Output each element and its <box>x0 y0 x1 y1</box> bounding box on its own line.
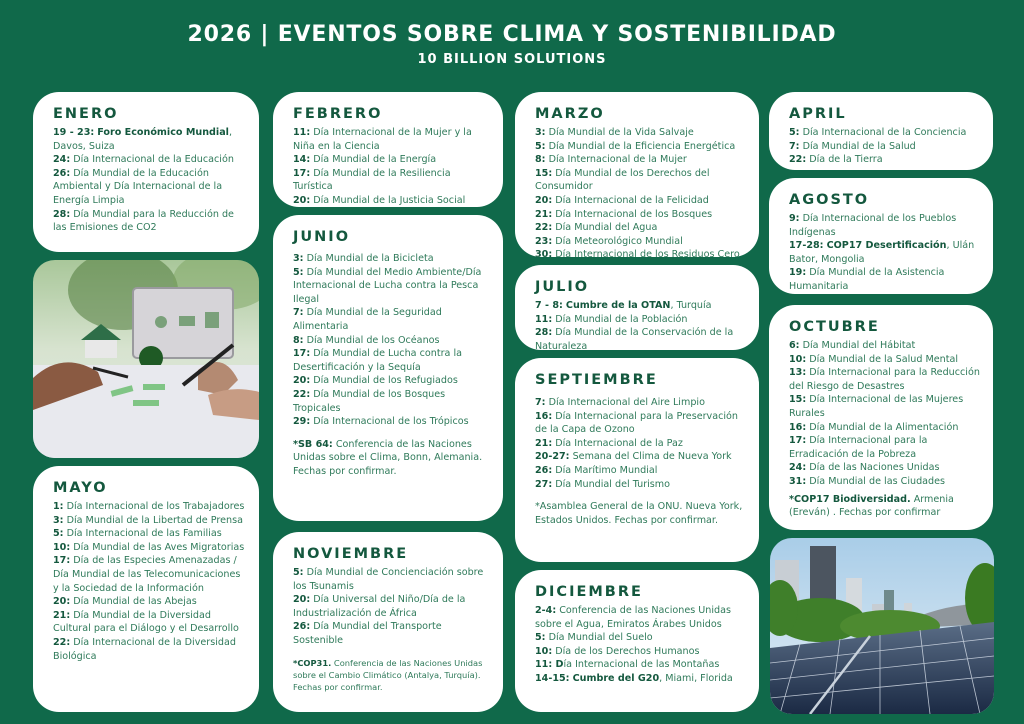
event-date: 28: <box>53 208 71 220</box>
event-item <box>53 126 247 153</box>
month-card-marzo <box>515 92 759 257</box>
event-text: Día Mundial de la Salud Mental <box>806 353 959 365</box>
event-date: 20: <box>535 194 553 206</box>
event-item <box>53 500 247 514</box>
event-date: 16: <box>789 421 807 433</box>
event-item <box>53 554 247 595</box>
event-text: Conferencia de las Naciones Unidas sobre el Agua, Emiratos Árabes Unidos <box>535 605 732 630</box>
event-text: Día Mundial de los Bosques Tropicales <box>293 388 446 414</box>
event-item <box>535 478 747 492</box>
event-text: Día Mundial de la Diversidad Cultural para el Diálogo y el Desarrollo <box>53 609 239 635</box>
event-text: Día Mundial de las Abejas <box>70 596 197 608</box>
note-text: Armenia (Ereván) . Fechas por confirmar <box>789 493 954 519</box>
month-title: FEBRERO <box>293 106 383 122</box>
event-item <box>293 388 491 415</box>
event-date: 19 - 23: <box>53 127 95 138</box>
event-text: Día Mundial del Transporte Sostenible <box>293 621 442 646</box>
event-date: 10: <box>53 541 71 553</box>
event-text: , Miami, Florida <box>659 672 733 684</box>
event-item <box>535 167 747 194</box>
event-date: 3: <box>53 514 64 526</box>
event-date: 5: <box>535 632 546 644</box>
event-date: 17: <box>293 348 311 360</box>
event-date: 24: <box>789 462 807 474</box>
event-item <box>293 334 491 348</box>
event-date: 22: <box>789 154 807 166</box>
event-date: 26: <box>535 464 553 476</box>
event-item <box>53 153 247 167</box>
event-text: Día Mundial del Turismo <box>552 478 671 490</box>
event-date: 26: <box>293 621 311 633</box>
event-highlight: Foro Económico Mundial <box>97 127 229 138</box>
event-date: 20: <box>293 194 311 206</box>
event-text: Día Mundial de la Libertad de Prensa <box>63 514 243 526</box>
event-date: 21: <box>535 437 553 449</box>
event-text: Día Mundial del Suelo <box>545 632 653 644</box>
event-item <box>535 645 747 659</box>
month-title: JULIO <box>535 279 590 295</box>
page-title: 2026 | EVENTOS SOBRE CLIMA Y SOSTENIBILIDAD <box>187 22 837 47</box>
event-list <box>535 604 747 686</box>
event-item <box>535 221 747 235</box>
event-text: Día Mundial del Hábitat <box>799 340 916 351</box>
note-text: *Asamblea General de la ONU. Nueva York, Estados Unidos. Fechas por confirmar. <box>535 501 743 526</box>
event-text: Día Mundial de los Derechos del Consumidor <box>535 167 710 193</box>
event-date: 1: <box>53 501 64 512</box>
event-date: 15: <box>789 394 807 406</box>
event-item <box>789 461 981 475</box>
month-card-febrero <box>273 92 503 207</box>
event-item <box>535 437 747 451</box>
event-date: 24: <box>53 154 71 166</box>
event-text: Día Internacional de la Educación <box>70 154 234 166</box>
event-list <box>293 566 491 648</box>
month-card-octubre <box>769 305 993 530</box>
event-date: 8: <box>293 334 304 346</box>
event-text: Día Internacional de los Trópicos <box>310 416 469 428</box>
event-highlight: COP17 Desertificación <box>826 240 947 252</box>
event-item <box>293 153 491 167</box>
event-date: 28: <box>535 327 553 339</box>
event-item <box>293 347 491 374</box>
event-date: 14-15: <box>535 672 570 684</box>
event-text: Día Internacional de la Mujer <box>545 154 687 166</box>
month-card-diciembre <box>515 570 759 712</box>
event-date: 8: <box>535 154 546 166</box>
event-date: 7: <box>535 397 546 408</box>
event-date: 22: <box>293 388 311 400</box>
event-item <box>53 208 247 235</box>
event-item <box>53 595 247 609</box>
event-item <box>53 527 247 541</box>
event-item <box>789 126 981 140</box>
event-text: Día Mundial de la Eficiencia Energética <box>545 140 736 152</box>
event-date: 7 - 8: <box>535 300 563 311</box>
event-date: 17-28: <box>789 240 824 252</box>
event-text: Día de las Especies Amenazadas / Día Mundial de las Telecomunicaciones y la Sociedad de la Información <box>53 555 241 594</box>
event-date: 5: <box>535 140 546 152</box>
event-date: 19: <box>789 267 807 279</box>
event-date: 14: <box>293 154 311 166</box>
event-date: 10: <box>789 353 807 365</box>
event-date: 2-4: <box>535 605 557 616</box>
event-text: Día Internacional de los Residuos Cero <box>552 249 740 257</box>
event-date: 15: <box>535 167 553 179</box>
month-title: JUNIO <box>293 229 351 245</box>
event-date: 6: <box>789 340 800 351</box>
event-date: 3: <box>293 253 304 264</box>
event-item <box>789 266 981 293</box>
event-note <box>293 657 491 694</box>
event-date: 11: <box>293 127 311 138</box>
event-text: Día Mundial del Agua <box>552 222 658 234</box>
event-item <box>789 475 981 489</box>
event-item <box>293 566 491 593</box>
event-text: Día Internacional de la Paz <box>552 437 683 449</box>
event-date: 31: <box>789 475 807 487</box>
event-list <box>789 339 981 489</box>
event-item <box>789 366 981 393</box>
event-text: Día Mundial de Lucha contra la Desertificación y la Sequía <box>293 348 462 373</box>
event-text: Día Mundial de la Seguridad Alimentaria <box>293 307 442 332</box>
event-item <box>789 353 981 367</box>
event-item <box>535 450 747 464</box>
event-item <box>535 313 747 327</box>
month-card-julio <box>515 265 759 350</box>
month-card-mayo <box>33 466 259 712</box>
event-text: Día Mundial del Medio Ambiente/Día Internacional de Lucha contra la Pesca Ilegal <box>293 266 482 305</box>
event-item <box>293 620 491 647</box>
event-date: 23: <box>535 235 553 247</box>
event-text: Día Mundial de las Aves Migratorias <box>70 541 245 553</box>
event-item <box>535 658 747 672</box>
month-title: SEPTIEMBRE <box>535 372 658 388</box>
event-text: Día Mundial de la Alimentación <box>806 421 959 433</box>
event-item <box>789 339 981 353</box>
event-date: 5: <box>53 528 64 540</box>
event-item <box>789 421 981 435</box>
event-text: Día Mundial de la Energía <box>310 154 437 166</box>
event-note <box>293 438 491 479</box>
event-text: Día Mundial de la Salud <box>799 140 916 152</box>
month-card-april <box>769 92 993 170</box>
event-text: Día Mundial de los Océanos <box>303 334 440 346</box>
event-text: Día Internacional de las Familias <box>63 528 222 540</box>
event-item <box>293 593 491 620</box>
event-list <box>535 126 747 257</box>
month-card-junio <box>273 215 503 521</box>
month-title: AGOSTO <box>789 192 870 208</box>
event-date: 17: <box>293 167 311 179</box>
event-item <box>535 126 747 140</box>
event-text: , Turquía <box>670 300 712 311</box>
event-text: ía Internacional de las Montañas <box>563 659 720 671</box>
month-title: OCTUBRE <box>789 319 880 335</box>
event-text: Día Meteorológico Mundial <box>552 235 683 247</box>
event-date: 3: <box>535 127 546 138</box>
event-text: Día Internacional para la Preservación de la Capa de Ozono <box>535 410 738 436</box>
event-item <box>789 140 981 154</box>
month-card-enero <box>33 92 259 252</box>
event-text: Día Universal del Niño/Día de la Industrialización de África <box>293 594 466 619</box>
event-text: Día Mundial de la Resiliencia Turística <box>293 167 451 193</box>
event-list <box>293 126 491 207</box>
event-item <box>535 410 747 437</box>
event-date: 20: <box>293 594 311 606</box>
event-text: Día Mundial de la Vida Salvaje <box>545 127 694 138</box>
event-date: 7: <box>789 140 800 152</box>
event-date: 17: <box>53 555 71 567</box>
event-item <box>293 306 491 333</box>
event-date: 30: <box>535 249 553 257</box>
event-text: Día Mundial para la Reducción de las Emisiones de CO2 <box>53 208 234 234</box>
event-item <box>535 208 747 222</box>
event-item <box>53 167 247 208</box>
event-date: 13: <box>789 367 807 379</box>
event-text: Día Mundial de la Bicicleta <box>303 253 434 264</box>
event-text: Día Mundial de Concienciación sobre los Tsunamis <box>293 567 484 592</box>
event-text: Día Mundial de la Justicia Social <box>310 194 466 206</box>
event-text: , Ulán Bator, Mongolia <box>789 240 975 265</box>
event-item <box>293 194 491 207</box>
event-item <box>535 235 747 249</box>
month-title: ENERO <box>53 106 119 122</box>
event-list <box>293 252 491 429</box>
month-title: MARZO <box>535 106 605 122</box>
event-text: Día Mundial de la Población <box>552 313 688 325</box>
event-list <box>535 396 747 491</box>
event-item <box>293 266 491 307</box>
event-date: 7: <box>293 307 304 319</box>
event-list <box>53 500 247 663</box>
event-date: 27: <box>535 478 553 490</box>
month-card-noviembre <box>273 532 503 712</box>
event-text: , Davos, Suiza <box>53 127 233 152</box>
event-text: Día Internacional para la Erradicación de la Pobreza <box>789 435 928 460</box>
month-card-agosto <box>769 178 993 294</box>
event-date: 21: <box>535 208 553 220</box>
event-text: Día Mundial de los Refugiados <box>310 375 458 387</box>
month-title: DICIEMBRE <box>535 584 643 600</box>
event-item <box>293 415 491 429</box>
event-text: Día Mundial de la Asistencia Humanitaria <box>789 267 945 292</box>
event-date: 20: <box>293 375 311 387</box>
event-item <box>535 672 747 686</box>
note-label: *SB 64: <box>293 438 333 450</box>
event-item <box>535 153 747 167</box>
note-label: *COP31. <box>293 657 332 668</box>
event-item <box>535 299 747 313</box>
event-date: 29: <box>293 416 311 428</box>
event-text: Día de los Derechos Humanos <box>552 645 700 657</box>
event-item <box>535 464 747 478</box>
event-date: 20: <box>53 596 71 608</box>
event-text: Día Mundial de la Conservación de la Naturaleza <box>535 327 734 350</box>
note-text: Conferencia de las Naciones Unidas sobre el Clima, Bonn, Alemania. Fechas por confirmar. <box>293 438 483 477</box>
event-item <box>535 194 747 208</box>
event-item <box>789 239 981 266</box>
event-date: 22: <box>535 222 553 234</box>
event-date: 22: <box>53 636 71 648</box>
note-text: Conferencia de las Naciones Unidas sobre el Cambio Climático (Antalya, Turquía). Fechas por confirmar. <box>293 657 483 693</box>
event-item <box>789 393 981 420</box>
event-item <box>53 514 247 528</box>
event-text: Día Internacional de las Mujeres Rurales <box>789 394 964 419</box>
event-item <box>293 126 491 153</box>
event-list <box>53 126 247 235</box>
event-text: Día Internacional de la Diversidad Biológica <box>53 636 236 662</box>
event-item <box>53 636 247 663</box>
month-title: NOVIEMBRE <box>293 546 409 562</box>
event-text: Día Mundial de las Ciudades <box>806 475 946 487</box>
event-item <box>535 140 747 154</box>
event-item <box>53 609 247 636</box>
event-list <box>789 126 981 167</box>
event-date: 11: <box>535 313 553 325</box>
month-title: MAYO <box>53 480 108 496</box>
event-date: 21: <box>53 609 71 621</box>
note-label: *COP17 Biodiversidad. <box>789 493 911 505</box>
event-highlight: Cumbre del G20 <box>572 672 660 684</box>
event-date: 5: <box>789 127 800 138</box>
event-date: 20-27: <box>535 451 570 463</box>
event-text: Día Internacional de los Bosques <box>552 208 713 220</box>
event-item <box>535 326 747 350</box>
event-text: Día de la Tierra <box>806 154 883 166</box>
event-date: 26: <box>53 167 71 179</box>
event-text: Día Mundial de la Educación Ambiental y Día Internacional de la Energía Limpia <box>53 167 223 206</box>
event-highlight: Cumbre de la OTAN <box>565 300 671 311</box>
month-card-septiembre <box>515 358 759 562</box>
event-item <box>535 604 747 631</box>
event-date: 10: <box>535 645 553 657</box>
event-text: Día Internacional del Aire Limpio <box>545 397 705 408</box>
event-text: Día Internacional de la Felicidad <box>552 194 709 206</box>
event-text: Día Marítimo Mundial <box>552 464 658 476</box>
event-list <box>535 299 747 350</box>
event-item <box>293 167 491 194</box>
event-date: 17: <box>789 435 807 447</box>
event-item <box>535 631 747 645</box>
event-item <box>293 374 491 388</box>
event-text: Día Internacional de los Pueblos Indígenas <box>789 213 957 238</box>
month-title: APRIL <box>789 106 847 122</box>
event-item <box>535 396 747 410</box>
event-text: Día Internacional de la Conciencia <box>799 127 967 138</box>
event-list <box>789 212 981 294</box>
event-note <box>535 500 747 527</box>
page-subtitle: 10 BILLION SOLUTIONS <box>417 52 607 67</box>
event-text: Día Internacional para la Reducción del Riesgo de Desastres <box>789 367 980 392</box>
event-note <box>789 493 981 520</box>
event-item <box>789 212 981 239</box>
event-date: 9: <box>789 213 800 224</box>
event-date: 5: <box>293 567 304 578</box>
recycling-documents-photo <box>33 260 259 458</box>
event-date: 5: <box>293 266 304 278</box>
event-item <box>53 541 247 555</box>
event-text: Día Internacional de la Mujer y la Niña en la Ciencia <box>293 127 472 152</box>
event-text: Semana del Clima de Nueva York <box>569 451 732 463</box>
event-date: 16: <box>535 410 553 422</box>
solar-panels-photo <box>770 538 994 714</box>
event-text: Día de las Naciones Unidas <box>806 462 940 474</box>
event-date: 11: D <box>535 659 564 671</box>
event-item <box>293 252 491 266</box>
event-text: Día Internacional de los Trabajadores <box>63 501 245 512</box>
event-item <box>535 248 747 257</box>
event-item <box>789 153 981 167</box>
event-item <box>789 434 981 461</box>
